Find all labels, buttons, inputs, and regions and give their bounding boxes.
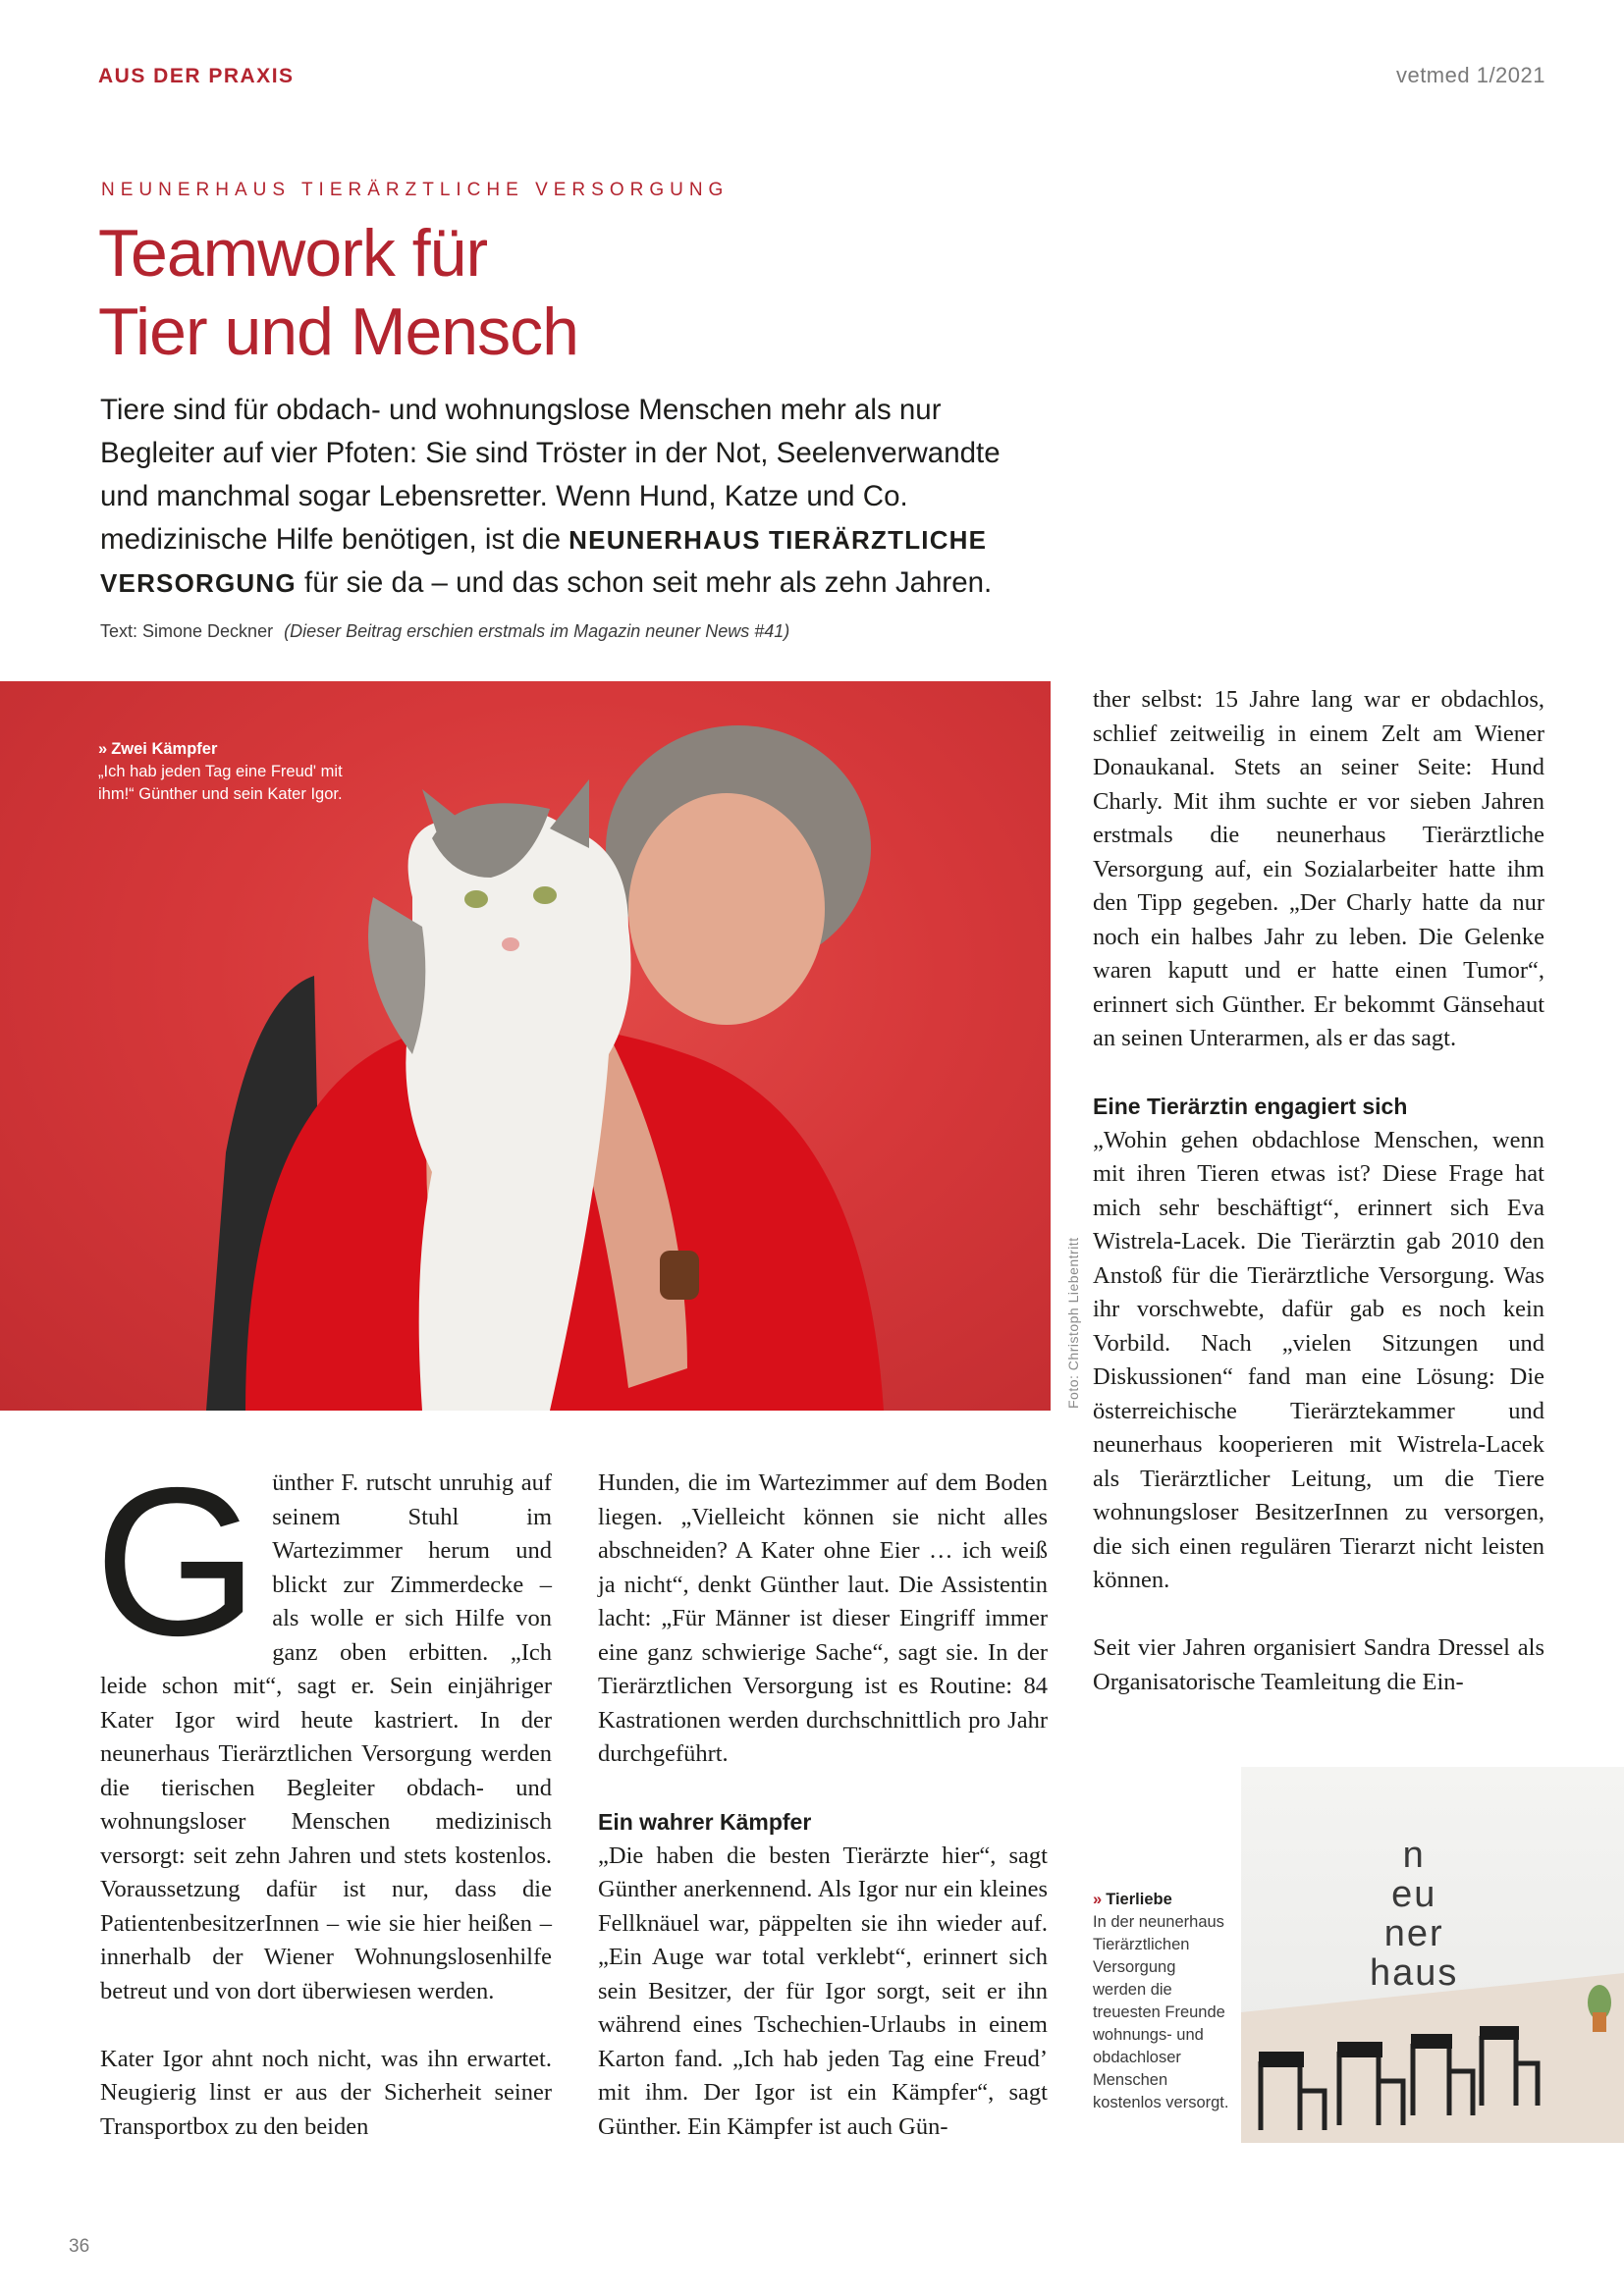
- page-number: 36: [69, 2236, 90, 2257]
- photo-credit: Foto: Christoph Liebentritt: [1065, 1237, 1081, 1409]
- byline: [100, 621, 789, 642]
- col1-paragraph-1: ünther F. rutscht unruhig auf seinem Stuhl im Wartezimmer herum und blickt zur Zimmerdecke – als wolle er sich Hilfe von ganz oben erbitten. „Ich leide schon mit“, sagt er. Sein einjähriger Kater Igor wird heute kastriert. In der neunerhaus Tierärztlichen Versorgung werden die tierischen Begleiter obdach- und wohnungsloser Menschen medizinisch versorgt: seit zehn Jahren und stets kostenlos. Voraussetzung dafür ist nur, dass die PatientenbesitzerInnen – wie sie hier heißen – innerhalb der Wiener Wohnungslosenhilfe betreut und von dort überwiesen werden.: [100, 1469, 552, 2004]
- headline-line-1: Teamwork für: [98, 216, 488, 291]
- logo-line-1: n: [1402, 1835, 1426, 1876]
- byline-author: Text: Simone Deckner: [100, 621, 274, 641]
- photo-caption: [98, 738, 353, 806]
- subheading: Ein wahrer Kämpfer: [598, 1809, 812, 1835]
- logo-line-2: eu: [1391, 1874, 1437, 1915]
- col2-paragraph-2: „Die haben die besten Tierärzte hier“, sagt Günther anerkennend. Als Igor nur ein kleines Fellknäuel war, päppelten sie ihn wieder auf. „Ein Auge war total verklebt“, erinnert sich sein Besitzer, der für Igor sorgt, seit er ihn während eines Tschechien-Urlaubs in einem Karton fand. „Ich hab jeden Tag eine Freud’ mit ihm. Der Igor ist ein Kämpfer“, sagt Günther. Ein Kämpfer ist auch Gün-: [598, 1842, 1048, 2140]
- subheading: Eine Tierärztin engagiert sich: [1093, 1094, 1408, 1119]
- headline-line-2: Tier und Mensch: [98, 294, 578, 369]
- col2-paragraph-1: Hunden, die im Wartezimmer auf dem Boden liegen. „Vielleicht können sie nicht alles abschneiden? A Kater ohne Eier … ich weiß ja nicht“, denkt Günther laut. Die Assistentin lacht: „Für Männer ist dieser Eingriff immer eine ganz schwierige Sache“, sagt sie. In der Tierärztlichen Versorgung ist es Routine: 84 Kastrationen werden durchschnittlich pro Jahr durchgeführt.: [598, 1469, 1048, 1767]
- body-column-2: [598, 1467, 1048, 2144]
- secondary-caption-title-text: Tierliebe: [1106, 1891, 1172, 1908]
- secondary-caption-text: In der neunerhaus Tierärztlichen Versorgung werden die treuesten Freunde wohnungs- und obdachloser Menschen kostenlos versorgt.: [1093, 1913, 1229, 2111]
- body-paragraph: [94, 1443, 552, 2008]
- col3-paragraph-3: Seit vier Jahren organisiert Sandra Dressel als Organisatorische Teamleitung die Ein-: [1093, 1634, 1544, 1695]
- cat-eye-left-shape: [464, 890, 488, 908]
- secondary-photo-caption: [1093, 1889, 1230, 2114]
- lead-text-1: Tiere sind für obdach- und wohnungslose Menschen mehr als nur Begleiter auf vier Pfoten: Sie sind Tröster in der Not, Seelenverwandte und manchmal sogar Lebensretter. Wenn Hund, Katze und Co. medizinische Hilfe benötigen, ist die: [100, 394, 1001, 556]
- section-label: AUS DER PRAXIS: [98, 65, 295, 87]
- logo-line-3: ner: [1383, 1913, 1444, 1954]
- col1-paragraph-2: Kater Igor ahnt noch nicht, was ihn erwartet. Neugierig linst er aus der Sicherheit seiner Transportbox zu den beiden: [100, 2045, 552, 2140]
- headline: [98, 214, 982, 371]
- lead-paragraph: [100, 389, 1013, 605]
- cat-nose-shape: [502, 937, 519, 951]
- photo-caption-text: „Ich hab jeden Tag eine Freud' mit ihm!“ Günther und sein Kater Igor.: [98, 763, 343, 803]
- neunerhaus-logo-text: [1370, 1836, 1458, 1993]
- photo-caption-title: [98, 738, 353, 761]
- col3-paragraph-1: ther selbst: 15 Jahre lang war er obdachlos, schlief zeitweilig in einem Zelt am Wiener Donaukanal. Stets an seiner Seite: Hund Charly. Mit ihm suchte er vor sieben Jahren erstmals die neunerhaus Tierärztliche Versorgung auf, ein Sozialarbeiter hatte ihm den Tipp gegeben. „Der Charly hatte da nur noch ein halbes Jahr zu leben. Die Gelenke waren kaputt und er hatte einen Tumor“, erinnert sich Günther. Er bekommt Gänsehaut an seinen Unterarmen, als er das sagt.: [1093, 686, 1544, 1051]
- face-shape: [628, 793, 825, 1025]
- lead-text-2: für sie da – und das schon seit mehr als zehn Jahren.: [296, 566, 993, 599]
- body-column-1: [94, 1443, 552, 2144]
- kicker: NEUNERHAUS TIERÄRZTLICHE VERSORGUNG: [101, 180, 730, 200]
- issue-label: vetmed 1/2021: [1395, 63, 1545, 87]
- col3-paragraph-2: „Wohin gehen obdachlose Menschen, wenn mit ihren Tieren etwas ist? Diese Frage hat mich sehr beschäftigt“, erinnert sich Eva Wistrela-Lacek. Die Tierärztin gab 2010 den Anstoß für die Tierärztliche Versorgung. Was ihr vorschwebte, dafür gab es noch kein Vorbild. Nach „vielen Sitzungen und Diskussionen“ fand man eine Lösung: Die österreichische Tierärztekammer und neunerhaus kooperieren mit Wistrela-Lacek als Tierärztlicher Leitung, um die Tiere wohnungsloser BesitzerInnen zu versorgen, die sich einen regulären Tierarzt nicht leisten können.: [1093, 1126, 1544, 1593]
- secondary-caption-title: [1093, 1889, 1230, 1911]
- logo-line-4: haus: [1370, 1952, 1459, 1994]
- body-column-3: [1093, 683, 1544, 1699]
- chevron-icon: »: [1093, 1891, 1103, 1908]
- lead-emphasis: NEUNERHAUS TIERÄRZTLICHE VERSORGUNG: [100, 525, 988, 598]
- chevron-icon: »: [98, 740, 108, 758]
- byline-note: (Dieser Beitrag erschien erstmals im Magazin neuner News #41): [284, 621, 790, 641]
- watch-shape: [660, 1251, 699, 1300]
- cat-eye-right-shape: [533, 886, 557, 904]
- drop-cap: G: [94, 1443, 259, 1680]
- photo-caption-title-text: Zwei Kämpfer: [111, 740, 218, 758]
